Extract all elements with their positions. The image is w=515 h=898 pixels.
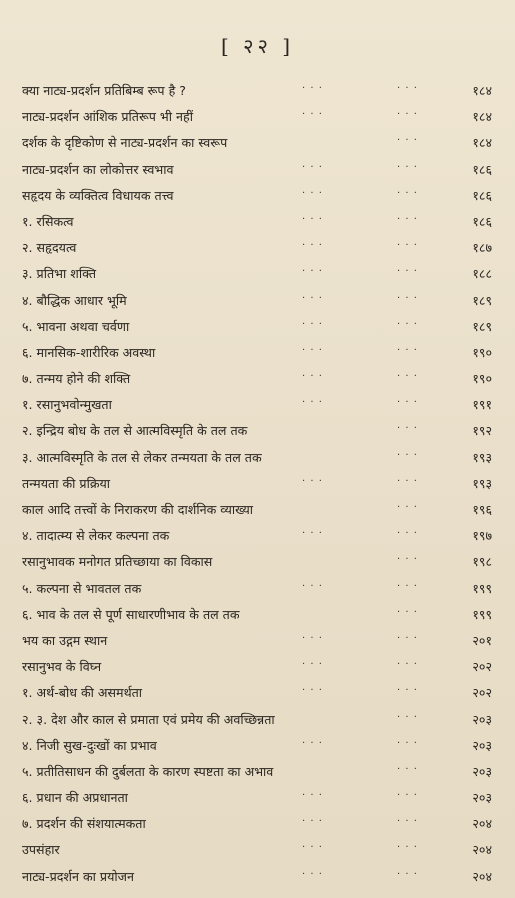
toc-entry-title: २. इन्द्रिय बोध के तल से आत्मविस्मृति के तल तक xyxy=(22,423,248,439)
toc-entry-title: ६. भाव के तल से पूर्ण साधारणीभाव के तल तक xyxy=(22,606,240,622)
toc-entry xyxy=(22,707,492,733)
toc-entry-title: ७. तन्मय होने की शक्ति xyxy=(22,371,131,387)
toc-entry-page: १८४ xyxy=(472,109,492,125)
toc-entry-title: १. रसानुभवोन्मुखता xyxy=(22,397,112,413)
toc-entry-title: नाट्य-प्रदर्शन का प्रयोजन xyxy=(22,868,134,884)
toc-entry-title: १. अर्थ-बोध की असमर्थता xyxy=(22,685,143,701)
leader-dots: · · · xyxy=(397,187,418,199)
toc-entry-title: ३. प्रतिभा शक्ति xyxy=(22,266,97,282)
toc-entry-title: ३. आत्मविस्मृति के तल से लेकर तन्मयता के तल तक xyxy=(22,449,262,465)
leader-dots: · · · xyxy=(302,292,323,304)
leader-dots: · · · xyxy=(302,240,323,252)
leader-dots: · · · xyxy=(302,632,323,644)
toc-entry-title: क्या नाट्य-प्रदर्शन प्रतिबिम्ब रूप है ? xyxy=(22,83,186,98)
leader-dots: · · · xyxy=(397,606,418,618)
toc-entry-page: १८७ xyxy=(472,240,492,256)
toc-entry-page: १९३ xyxy=(472,475,492,491)
toc-entry-page: १९९ xyxy=(472,606,492,622)
toc-entry xyxy=(22,785,492,811)
toc-entry-page: २०३ xyxy=(472,763,492,779)
toc-entry-page: १९० xyxy=(472,344,492,360)
leader-dots: · · · xyxy=(302,213,323,225)
toc-entry-title: २. सहृदयत्व xyxy=(22,240,77,256)
leader-dots: · · · xyxy=(302,816,323,828)
leader-dots: · · · xyxy=(397,580,418,592)
toc-entry-title: ५. भावना अथवा चर्वणा xyxy=(22,318,130,334)
leader-dots: · · · xyxy=(397,135,418,147)
leader-dots: · · · xyxy=(302,318,323,330)
toc-entry xyxy=(22,157,492,183)
leader-dots: · · · xyxy=(302,161,323,173)
leader-dots: · · · xyxy=(302,580,323,592)
leader-dots: · · · xyxy=(397,502,418,513)
leader-dots: · · · xyxy=(302,83,323,94)
leader-dots: · · · xyxy=(397,292,418,304)
toc-entry-page: १८६ xyxy=(472,161,492,177)
toc-entry xyxy=(22,602,492,628)
leader-dots: · · · xyxy=(397,790,418,802)
toc-entry-page: १९३ xyxy=(472,449,492,465)
toc-entry-page: २०२ xyxy=(472,659,492,675)
toc-entry xyxy=(22,183,492,209)
toc-entry-title: ४. तादात्म्य से लेकर कल्पना तक xyxy=(22,528,170,544)
toc-entry xyxy=(22,392,492,418)
toc-entry-page: १९७ xyxy=(472,528,492,544)
toc-entry xyxy=(22,340,492,366)
toc-entry-page: १९० xyxy=(472,371,492,387)
leader-dots: · · · xyxy=(397,554,418,566)
toc-entry xyxy=(22,261,492,287)
leader-dots: · · · xyxy=(397,632,418,644)
leader-dots: · · · xyxy=(302,187,323,199)
leader-dots: · · · xyxy=(397,842,418,854)
leader-dots: · · · xyxy=(302,109,323,121)
toc-entry xyxy=(22,209,492,235)
leader-dots: · · · xyxy=(397,423,418,435)
leader-dots: · · · xyxy=(397,711,418,723)
toc-entry-page: १९१ xyxy=(472,397,492,413)
toc-entry-title: ६. प्रधान की अप्रधानता xyxy=(22,790,128,806)
toc-entry-page: १८८ xyxy=(472,266,492,282)
page-number: [ २२ ] xyxy=(220,34,295,58)
toc-entry-page: १८४ xyxy=(472,83,492,98)
toc-entry-title: तन्मयता की प्रक्रिया xyxy=(22,475,111,491)
leader-dots: · · · xyxy=(397,659,418,671)
toc-entry-title: ५. कल्पना से भावतल तक xyxy=(22,580,142,596)
leader-dots: · · · xyxy=(397,397,418,409)
leader-dots: · · · xyxy=(397,83,418,94)
toc-entry xyxy=(22,366,492,392)
toc-entry xyxy=(22,680,492,706)
leader-dots: · · · xyxy=(397,344,418,356)
toc-entry-title: उपसंहार xyxy=(22,842,60,858)
toc-entry xyxy=(22,654,492,680)
toc-entry-page: १८६ xyxy=(472,213,492,229)
toc-entry-title: ७. प्रदर्शन की संशयात्मकता xyxy=(22,816,146,832)
toc-entry xyxy=(22,314,492,340)
leader-dots: · · · xyxy=(302,868,323,880)
toc-entry-title: नाट्य-प्रदर्शन का लोकोत्तर स्वभाव xyxy=(22,161,174,177)
toc-entry xyxy=(22,235,492,261)
toc-entry-page: २०४ xyxy=(472,842,492,858)
toc-entry-page: २०३ xyxy=(472,737,492,753)
toc-entry-title: १. रसिकत्व xyxy=(22,213,74,229)
toc-entry xyxy=(22,497,492,523)
toc-entry xyxy=(22,837,492,863)
leader-dots: · · · xyxy=(302,397,323,409)
toc-entry-title: नाट्य-प्रदर्शन आंशिक प्रतिरूप भी नहीं xyxy=(22,109,193,125)
leader-dots: · · · xyxy=(397,371,418,383)
toc-entry-title: दर्शक के दृष्टिकोण से नाट्य-प्रदर्शन का स्वरूप xyxy=(22,135,228,151)
toc-entry-title: रसानुभव के विघ्न xyxy=(22,659,102,675)
toc-entry-page: २०२ xyxy=(472,685,492,701)
toc-entry xyxy=(22,418,492,444)
leader-dots: · · · xyxy=(302,266,323,278)
leader-dots: · · · xyxy=(397,475,418,487)
leader-dots: · · · xyxy=(397,528,418,540)
toc-entry-title: ५. प्रतीतिसाधन की दुर्बलता के कारण स्पष्टता का अभाव xyxy=(22,763,274,779)
leader-dots: · · · xyxy=(397,737,418,749)
toc-entry-page: १८९ xyxy=(472,318,492,334)
table-of-contents xyxy=(22,78,492,890)
toc-entry-page: २०१ xyxy=(472,632,492,648)
leader-dots: · · · xyxy=(397,266,418,278)
leader-dots: · · · xyxy=(302,842,323,854)
leader-dots: · · · xyxy=(397,449,418,461)
toc-entry xyxy=(22,471,492,497)
toc-entry xyxy=(22,864,492,890)
leader-dots: · · · xyxy=(302,685,323,697)
leader-dots: · · · xyxy=(397,868,418,880)
toc-entry xyxy=(22,628,492,654)
toc-entry-title: ६. मानसिक-शारीरिक अवस्था xyxy=(22,344,156,360)
toc-entry-title: २. ३. देश और काल से प्रमाता एवं प्रमेय की अवच्छिन्नता xyxy=(22,711,275,727)
leader-dots: · · · xyxy=(397,109,418,121)
leader-dots: · · · xyxy=(302,790,323,802)
toc-entry-page: २०३ xyxy=(472,790,492,806)
leader-dots: · · · xyxy=(397,318,418,330)
leader-dots: · · · xyxy=(397,685,418,697)
leader-dots: · · · xyxy=(302,528,323,540)
toc-entry-page: १९२ xyxy=(472,423,492,439)
leader-dots: · · · xyxy=(397,161,418,173)
toc-entry xyxy=(22,811,492,837)
toc-entry-page: १८६ xyxy=(472,187,492,203)
toc-entry xyxy=(22,759,492,785)
toc-entry xyxy=(22,288,492,314)
toc-entry-title: रसानुभावक मनोगत प्रतिच्छाया का विकास xyxy=(22,554,213,570)
toc-entry xyxy=(22,130,492,156)
leader-dots: · · · xyxy=(302,371,323,383)
toc-entry xyxy=(22,576,492,602)
toc-entry-page: १९८ xyxy=(472,554,492,570)
toc-entry-page: १८९ xyxy=(472,292,492,308)
toc-entry-title: सहृदय के व्यक्तित्व विधायक तत्त्व xyxy=(22,187,174,203)
toc-entry-title: भय का उद्गम स्थान xyxy=(22,632,108,648)
toc-entry-page: २०४ xyxy=(472,816,492,832)
toc-entry xyxy=(22,549,492,575)
leader-dots: · · · xyxy=(397,816,418,828)
leader-dots: · · · xyxy=(302,737,323,749)
leader-dots: · · · xyxy=(302,344,323,356)
toc-entry-title: ४. निजी सुख-दुःखों का प्रभाव xyxy=(22,737,157,753)
toc-entry-page: १९६ xyxy=(472,502,492,517)
toc-entry-title: काल आदि तत्त्वों के निराकरण की दार्शनिक व्याख्या xyxy=(22,502,254,517)
toc-entry xyxy=(22,733,492,759)
toc-entry xyxy=(22,104,492,130)
toc-entry xyxy=(22,445,492,471)
leader-dots: · · · xyxy=(397,240,418,252)
leader-dots: · · · xyxy=(302,475,323,487)
leader-dots: · · · xyxy=(397,213,418,225)
toc-entry-page: १९९ xyxy=(472,580,492,596)
toc-entry-page: २०४ xyxy=(472,868,492,884)
leader-dots: · · · xyxy=(397,763,418,775)
leader-dots: · · · xyxy=(302,659,323,671)
toc-entry xyxy=(22,523,492,549)
toc-entry-page: १८४ xyxy=(472,135,492,151)
toc-entry-title: ४. बौद्धिक आधार भूमि xyxy=(22,292,127,308)
toc-entry xyxy=(22,78,492,104)
toc-entry-page: २०३ xyxy=(472,711,492,727)
